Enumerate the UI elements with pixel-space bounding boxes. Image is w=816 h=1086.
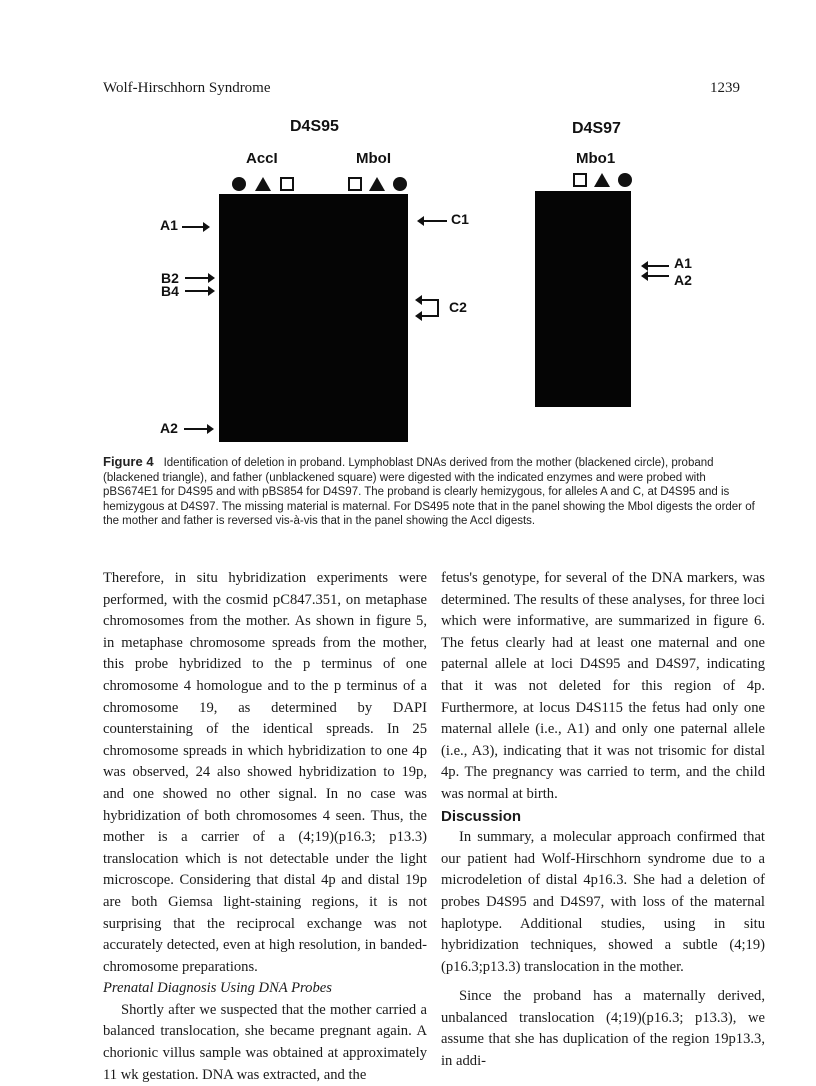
arrow-left-icon — [421, 299, 438, 301]
panel-title-d4s95: D4S95 — [290, 118, 339, 135]
proband-triangle-icon — [594, 173, 610, 187]
gel-image-d4s95 — [219, 194, 408, 442]
gel-image-d4s97 — [535, 191, 631, 407]
arrow-right-icon — [185, 290, 209, 292]
band-label-a2: A2 — [160, 420, 178, 436]
paragraph: fetus's genotype, for several of the DNA markers, was determined. The results of these analyses, for three loci which were informative, are summarized in figure 6. The fetus clearly had at least one maternal and one paternal allele at loci D4S95 and D4S97, indicating that it was not deleted for this region of 4p. Furthermore, at locus D4S115 the fetus had only one maternal allele (i.e., A1) and only one paternal allele (i.e., A3), indicating that it was not trisomic for distal 4p. The pregnancy was carried to term, and the child was normal at birth. — [441, 570, 765, 802]
band-label-c1: C1 — [451, 211, 469, 227]
enzyme-label-mbo1: Mbo1 — [576, 150, 616, 167]
father-square-icon — [348, 177, 362, 191]
mother-circle-icon — [618, 173, 632, 187]
mother-circle-icon — [393, 177, 407, 191]
arrow-left-icon — [423, 220, 447, 222]
bracket — [437, 299, 439, 317]
arrow-right-icon — [184, 428, 208, 430]
page-number: 1239 — [710, 80, 740, 96]
paragraph: In summary, a molecular approach confirmed that our patient had Wolf-Hirschhorn syndrome due to a microdeletion of distal 4p16.3. She had a deletion of probes D4S95 and D4S97, with loss of the maternal haplotype. Additional studies, using in situ hybridization techniques, showed a subtle (4;19)(p16.3;p13.3) translocation in the mother. — [441, 829, 765, 975]
band-label-b4: B4 — [161, 283, 179, 299]
enzyme-label-accl: AccI — [246, 150, 278, 167]
paragraph: Since the proband has a maternally derived, unbalanced translocation (4;19)(p16.3; p13.3), we assume that she has duplication of the region 19p13.3, in addi- — [441, 988, 765, 1070]
paragraph: Therefore, in situ hybridization experiments were performed, with the cosmid pC847.351, on metaphase chromosomes from the mother. As shown in figure 5, in metaphase chromosome spreads from the mother, this probe hybridized to the p terminus of one chromosome 4 homologue and to the p terminus of a chromosome 19, as determined by DAPI counterstaining of the identical spreads. In 25 chromosome spreads in which hybridization to one 4p was observed, 24 also showed hybridization to 19p, and one showed no other signal. In no case was hybridization of both chromosomes 4 seen. Thus, the mother is a carrier of a (4;19)(p16.3; p13.3) translocation which is not detectable under the light microscope. Considering that distal 4p and distal 19p are both Giemsa light-staining regions, it is not surprising that the reciprocal exchange was not accurately detected, even at high resolution, in banded-chromosome preparations. — [103, 570, 427, 975]
band-label-a1: A1 — [160, 217, 178, 233]
arrow-left-icon — [647, 275, 669, 277]
subheading: Prenatal Diagnosis Using DNA Probes — [103, 980, 332, 997]
band-label-a2-right: A2 — [674, 272, 692, 288]
paragraph: Shortly after we suspected that the mother carried a balanced translocation, she became pregnant again. A chorionic villus sample was obtained at approximately 11 wk gestation. DNA was extracted, and the — [103, 1001, 427, 1083]
proband-triangle-icon — [369, 177, 385, 191]
right-column — [441, 568, 765, 1073]
running-head: Wolf-Hirschhorn Syndrome — [103, 80, 271, 96]
mother-circle-icon — [232, 177, 246, 191]
figure-number: Figure 4 — [103, 454, 154, 469]
section-heading: Discussion — [441, 807, 522, 825]
arrow-right-icon — [185, 277, 209, 279]
enzyme-label-mbol: MboI — [356, 150, 391, 167]
arrow-right-icon — [182, 226, 204, 228]
figure-caption — [103, 455, 758, 529]
proband-triangle-icon — [255, 177, 271, 191]
caption-text: Identification of deletion in proband. Lymphoblast DNAs derived from the mother (blackened circle), proband (blackened triangle), and father (unblackened square) were digested with the indicated enzymes and were probed with pBS674E1 for D4S95 and with pBS854 for D4S97. The proband is clearly hemizygous, for alleles A and C, at D4S95 and is hemizygous at D4S97. The missing material is maternal. For DS495 note that in the panel showing the MboI digests the order of the mother and father is reversed vis-à-vis that in the panel showing the AccI digests. — [103, 457, 755, 527]
father-square-icon — [280, 177, 294, 191]
panel-title-d4s97: D4S97 — [572, 120, 621, 137]
arrow-left-icon — [647, 265, 669, 267]
band-label-b2: B2 — [161, 270, 179, 286]
band-label-c2: C2 — [449, 299, 467, 315]
left-column — [103, 568, 427, 1086]
arrow-left-icon — [421, 315, 438, 317]
band-label-a1-right: A1 — [674, 255, 692, 271]
father-square-icon — [573, 173, 587, 187]
